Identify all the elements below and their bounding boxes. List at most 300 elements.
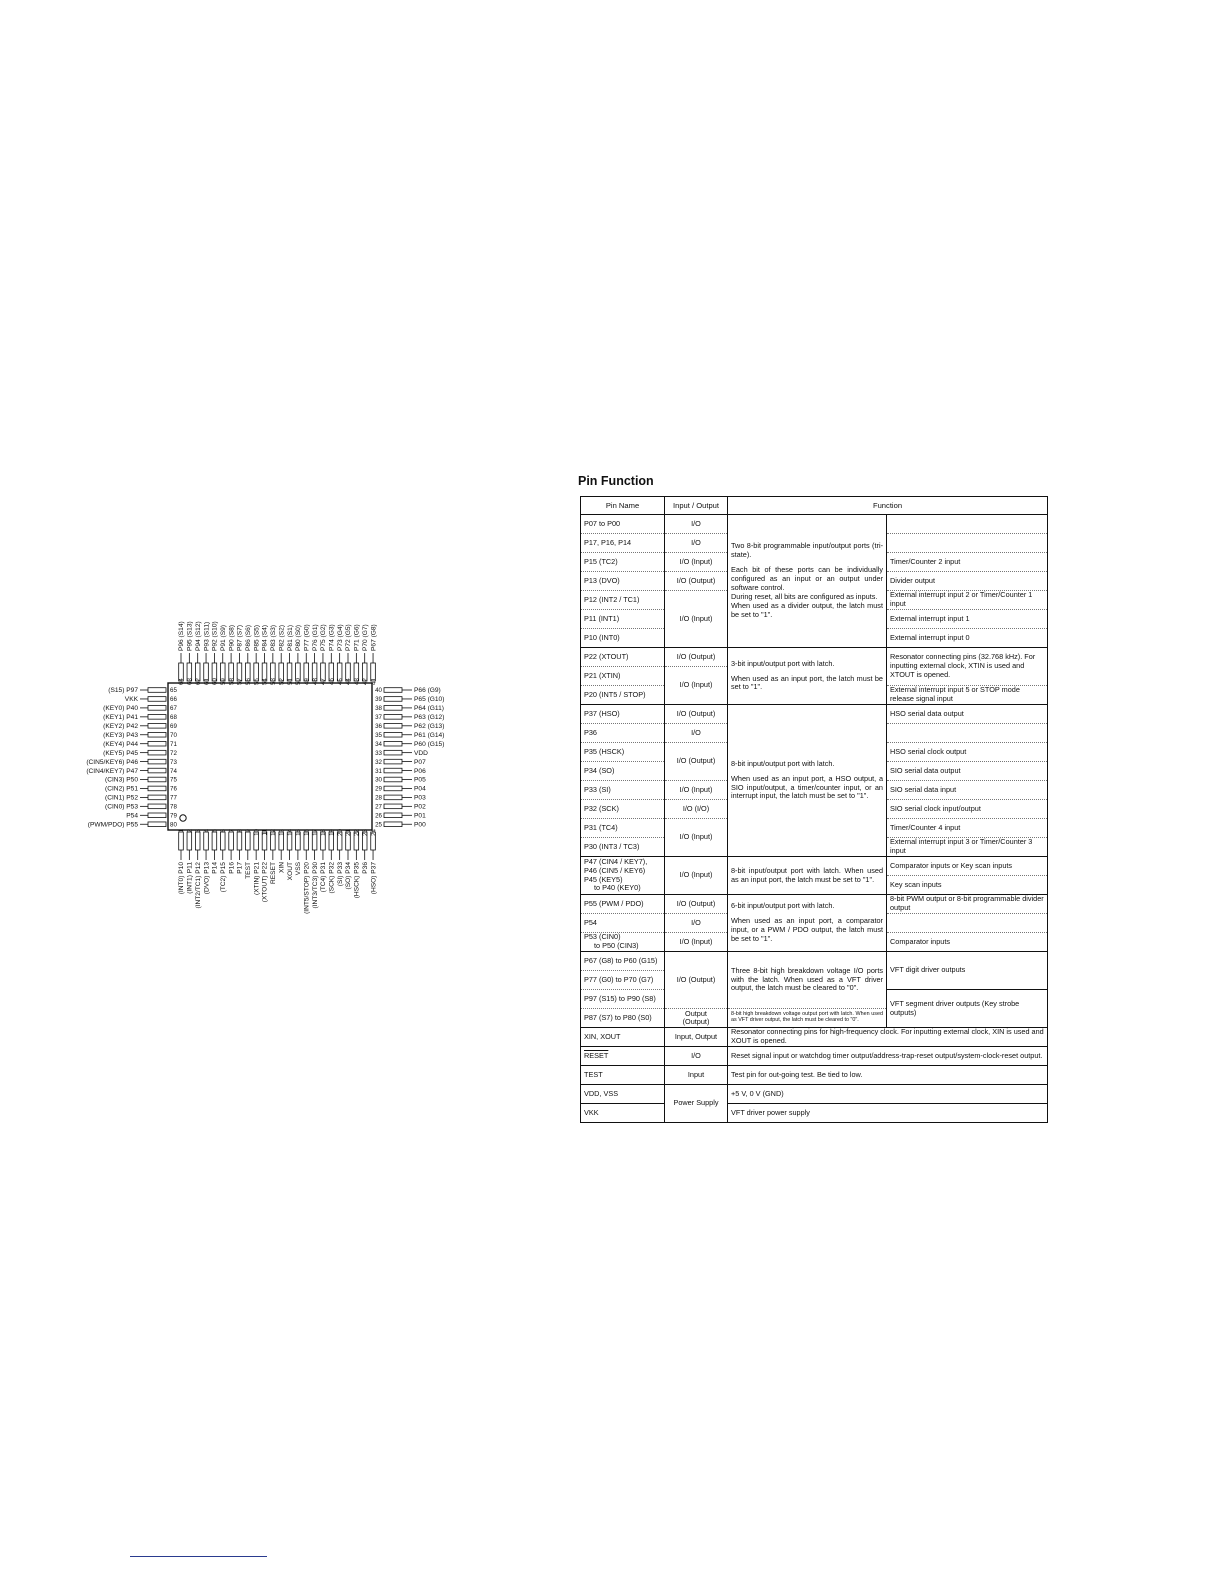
- pin-label: (S15) P97: [108, 687, 138, 695]
- pin-name-cell: P37 (HSO): [581, 705, 665, 724]
- pin-number: 27: [375, 803, 382, 811]
- pin-number: 78: [170, 803, 177, 811]
- pin-number: 31: [375, 767, 382, 775]
- pin-label: P91 (S9): [219, 624, 227, 651]
- pin-number: 38: [375, 705, 382, 713]
- pin-label: P82 (S2): [278, 624, 286, 651]
- pin-number: 46: [328, 678, 336, 685]
- description-text: Two 8-bit programmable input/output ports (tri-state).: [731, 541, 883, 560]
- function-cell: SIO serial clock input/output: [887, 800, 1048, 819]
- pin-name-cell: XIN, XOUT: [581, 1028, 665, 1047]
- pin-lead: [384, 732, 402, 737]
- io-cell: I/O: [665, 724, 728, 743]
- pin-lead: [148, 795, 166, 800]
- pin-number: 28: [375, 794, 382, 802]
- pin-name-cell: P87 (S7) to P80 (S0): [581, 1009, 665, 1028]
- pin-number: 21: [345, 829, 353, 836]
- pin-lead: [148, 688, 166, 693]
- pin-number: 70: [170, 731, 177, 739]
- pin-label: P95 (S13): [186, 621, 194, 651]
- pin-number: 17: [311, 829, 319, 836]
- pin-name-cell: P36: [581, 724, 665, 743]
- pin-label: (INT5/STOP) P20: [303, 862, 311, 914]
- table-row: [581, 515, 1048, 534]
- pin-lead: [229, 832, 234, 850]
- pin-label: P84 (S4): [261, 624, 269, 651]
- pin-label: P81 (S1): [286, 624, 294, 651]
- pin-label: P90 (S8): [228, 624, 236, 651]
- pin-number: 72: [170, 749, 177, 757]
- header-input-output: Input / Output: [665, 497, 728, 515]
- port-description-cell: [728, 705, 887, 857]
- pin-label: (CIN0) P53: [105, 803, 138, 811]
- io-cell: I/O: [665, 914, 728, 933]
- pin-label: P77 (G0): [303, 624, 311, 651]
- pin-label: P92 (S10): [211, 621, 219, 651]
- function-cell: Resonator connecting pins (32.768 kHz). For inputting external clock, XTIN is used and XTOUT is opened.: [887, 648, 1048, 686]
- pin-number: 35: [375, 731, 382, 739]
- pin-label: P73 (G4): [336, 624, 344, 651]
- pin-lead: [148, 697, 166, 702]
- pin-lead: [384, 706, 402, 711]
- function-cell: [887, 914, 1048, 933]
- description-text: 8-bit high breakdown voltage output port with latch. When used as VFT driver output, the latch must be cleared to "0".: [731, 1011, 883, 1023]
- pin-number: 69: [170, 723, 177, 730]
- pin-number: 8: [236, 829, 244, 833]
- io-cell: I/O (Input): [665, 667, 728, 705]
- pin-name-cell: P13 (DVO): [581, 572, 665, 591]
- pin-label: P80 (S0): [295, 624, 303, 651]
- pin-label: P06: [414, 767, 426, 775]
- description-text: When used as an input port, the latch must be set to "1".: [731, 673, 883, 692]
- port-description-cell: [728, 1009, 887, 1028]
- pin-label: P00: [414, 821, 426, 829]
- pin-label: P66 (G9): [414, 687, 441, 695]
- pin-lead: [148, 777, 166, 782]
- io-cell: Input: [665, 1066, 728, 1085]
- pin-number: 37: [375, 714, 382, 722]
- pin-number: 40: [375, 687, 382, 695]
- pin-label: (CIN3) P50: [105, 776, 138, 784]
- port-description-cell: [728, 895, 887, 952]
- description-text: 8-bit input/output port with latch.: [731, 758, 835, 768]
- pin-assignment-diagram: [0, 0, 560, 960]
- pin-label: (INT2/TC1) P12: [194, 862, 202, 909]
- pin-label: (KEY5) P45: [103, 749, 138, 757]
- pin-label: (HSO) P37: [370, 862, 378, 895]
- pin-label: (CIN2) P51: [105, 785, 138, 793]
- pin-number: 41: [370, 678, 378, 685]
- pin-lead: [246, 832, 251, 850]
- pin-number: 15: [295, 829, 303, 836]
- pin-name-cell: [581, 1047, 665, 1066]
- table-header-row: [581, 497, 1048, 515]
- pin-number: 30: [375, 776, 382, 784]
- pin-number: 52: [278, 678, 286, 685]
- section-title: Pin Function: [578, 474, 654, 488]
- function-cell: VFT driver power supply: [728, 1104, 1048, 1123]
- pin-lead: [179, 832, 184, 850]
- pin-name-cell: P35 (HSCK): [581, 743, 665, 762]
- function-cell: HSO serial clock output: [887, 743, 1048, 762]
- port-description-cell: [728, 648, 887, 705]
- pin-number: 33: [375, 749, 382, 757]
- pin-number: 14: [286, 829, 294, 836]
- pin-name-cell: P07 to P00: [581, 515, 665, 534]
- pin-name-cell: P77 (G0) to P70 (G7): [581, 971, 665, 990]
- pin-label: P03: [414, 794, 426, 802]
- pin-label: (KEY2) P42: [103, 723, 138, 730]
- pin-number: 22: [353, 829, 361, 836]
- io-cell: I/O (Output): [665, 705, 728, 724]
- function-cell: [887, 534, 1048, 553]
- function-cell: External interrupt input 3 or Timer/Counter 3 input: [887, 838, 1048, 857]
- description-text: During reset, all bits are configured as inputs.: [731, 591, 878, 601]
- function-cell: Test pin for out-going test. Be tied to low.: [728, 1066, 1048, 1085]
- pin-label: P60 (G15): [414, 740, 445, 748]
- pin-label: P16: [228, 862, 236, 874]
- pin-name-cell: P20 (INT5 / STOP): [581, 686, 665, 705]
- pin-lead: [384, 786, 402, 791]
- pin-lead: [384, 715, 402, 720]
- pin-number: 55: [253, 678, 261, 685]
- description-text: When used as a divider output, the latch must be set to "1".: [731, 600, 883, 619]
- pin-number: 76: [170, 785, 177, 793]
- function-cell: Comparator inputs: [887, 933, 1048, 952]
- function-cell: HSO serial data output: [887, 705, 1048, 724]
- header-function: Function: [728, 497, 1048, 515]
- pin-lead: [148, 715, 166, 720]
- pin-label: P62 (G13): [414, 723, 445, 730]
- function-cell: [887, 724, 1048, 743]
- pin-name-cell: [581, 933, 665, 952]
- function-cell: External interrupt input 5 or STOP mode release signal input: [887, 686, 1048, 705]
- pin-name-cell: P30 (INT3 / TC3): [581, 838, 665, 857]
- pin-label: P83 (S3): [270, 624, 278, 651]
- pin-label: (SCK) P32: [328, 862, 336, 894]
- pin-number: 47: [320, 678, 328, 685]
- pin-lead: [384, 795, 402, 800]
- pin-label: (KEY1) P41: [103, 714, 138, 722]
- pin-label: (INT0) P10: [178, 862, 186, 895]
- function-cell: +5 V, 0 V (GND): [728, 1085, 1048, 1104]
- pin-number: 25: [375, 821, 382, 829]
- description-text: 3-bit input/output port with latch.: [731, 658, 835, 668]
- pin-number: 7: [228, 829, 236, 833]
- io-cell: I/O (Output): [665, 743, 728, 781]
- pin-lead: [148, 741, 166, 746]
- pin-label: (PWM/PDO) P55: [87, 821, 138, 829]
- pin-number: 10: [253, 829, 261, 836]
- pin-label: (TC2) P15: [219, 862, 227, 893]
- pin-name-text: to P40 (KEY0): [594, 883, 641, 893]
- pin-number: 9: [245, 829, 252, 833]
- function-cell: Comparator inputs or Key scan inputs: [887, 857, 1048, 876]
- io-cell: I/O (Output): [665, 572, 728, 591]
- io-cell: I/O (Input): [665, 781, 728, 800]
- pin-label: P71 (G6): [353, 624, 361, 651]
- pin-lead: [384, 688, 402, 693]
- io-cell: I/O (Input): [665, 933, 728, 952]
- pin-label: (SO) P34: [345, 862, 353, 890]
- pin-lead: [384, 768, 402, 773]
- pin-name-cell: P31 (TC4): [581, 819, 665, 838]
- pin-label: P64 (G11): [414, 705, 444, 713]
- table-row: [581, 1085, 1048, 1104]
- pin-number: 71: [170, 740, 177, 748]
- function-cell: Key scan inputs: [887, 876, 1048, 895]
- pin-lead: [148, 822, 166, 827]
- pin-number: 29: [375, 785, 382, 793]
- io-cell: [665, 1009, 728, 1028]
- table-row: [581, 705, 1048, 724]
- pin-number: 75: [170, 776, 177, 784]
- io-cell: I/O (Input): [665, 553, 728, 572]
- pin-lead: [384, 759, 402, 764]
- pin-lead: [220, 832, 225, 850]
- pin-number: 56: [245, 678, 252, 685]
- pin-number: 68: [170, 714, 177, 722]
- pin-name-cell: P10 (INT0): [581, 629, 665, 648]
- pin-name-cell: P97 (S15) to P90 (S8): [581, 990, 665, 1009]
- pin-label: P72 (G5): [345, 624, 353, 651]
- pin-name-text: to P50 (CIN3): [594, 941, 639, 950]
- pin-number: 24: [370, 829, 378, 836]
- pin-diagram-svg: [0, 0, 560, 960]
- pin-name-cell: VKK: [581, 1104, 665, 1123]
- pin-lead: [148, 706, 166, 711]
- pin-name-cell: P17, P16, P14: [581, 534, 665, 553]
- pin-lead: [148, 759, 166, 764]
- pin-label: P01: [414, 812, 426, 820]
- pin-number: 73: [170, 758, 177, 766]
- pin-label: P70 (G7): [361, 624, 369, 651]
- function-cell: Resonator connecting pins for high-frequency clock. For inputting external clock, XIN is used and XOUT is opened.: [728, 1028, 1048, 1047]
- pin-name-cell: P22 (XTOUT): [581, 648, 665, 667]
- pin-lead: [384, 724, 402, 729]
- pin-number: 39: [375, 696, 382, 704]
- io-cell: I/O (Input): [665, 591, 728, 648]
- pin-lead: [148, 804, 166, 809]
- pin-label: P54: [126, 812, 138, 820]
- pin-label: VKK: [124, 696, 138, 704]
- pin-label: (KEY0) P40: [103, 705, 138, 713]
- pin-label: VDD: [414, 749, 428, 757]
- pin-label: P76 (G1): [311, 624, 319, 651]
- pin-label: P17: [236, 862, 244, 874]
- pin-number: 59: [219, 678, 227, 685]
- pin-number: 18: [320, 829, 328, 836]
- pin-label: (INT1) P11: [186, 862, 194, 894]
- pin-number: 5: [211, 829, 219, 833]
- description-text: 6-bit input/output port with latch.: [731, 901, 835, 911]
- function-cell: External interrupt input 0: [887, 629, 1048, 648]
- pin-lead: [195, 832, 200, 850]
- pin-number: 53: [270, 678, 278, 685]
- pin-number: 6: [219, 829, 227, 833]
- pin-number: 11: [261, 829, 269, 836]
- pin-label: P93 (S11): [203, 621, 211, 651]
- table-row: [581, 1066, 1048, 1085]
- pin-lead: [384, 741, 402, 746]
- pin-label: (TC4) P31: [320, 862, 328, 893]
- pin-label: P65 (G10): [414, 696, 445, 704]
- pin-number: 3: [194, 829, 202, 833]
- port-description-cell: Three 8-bit high breakdown voltage I/O ports with the latch. When used as a VFT driver output, the latch must be cleared to "0".: [728, 952, 887, 1009]
- pin-function-table: [580, 496, 1048, 1123]
- pin-name-cell: P32 (SCK): [581, 800, 665, 819]
- description-text: When used as an input port, a comparator input, or a PWM / PDO output, the latch must be set to "1".: [731, 916, 883, 943]
- pin-label: (CIN1) P52: [105, 794, 138, 802]
- description-text: When used as an input port, a HSO output, a SIO input/output, a timer/counter input, or an interrupt input, the latch must be set to "1".: [731, 773, 883, 801]
- pin-name-cell: P11 (INT1): [581, 610, 665, 629]
- pin-number: 23: [361, 829, 369, 836]
- io-cell: I/O (Output): [665, 952, 728, 1009]
- pin-lead: [384, 777, 402, 782]
- pin-label: P75 (G2): [320, 624, 328, 651]
- io-cell: I/O (Input): [665, 857, 728, 895]
- pin-name-text: P45 (KEY5): [584, 874, 623, 884]
- pin-label: P07: [414, 758, 426, 766]
- pin-number: 48: [311, 678, 319, 685]
- pin-label: P94 (S12): [194, 621, 202, 651]
- pin-label: (XTIN) P21: [253, 862, 261, 895]
- pin-name-cell: P54: [581, 914, 665, 933]
- pin-number: 12: [270, 829, 278, 836]
- pin-lead: [187, 832, 192, 850]
- pin-number: 43: [353, 678, 361, 685]
- pin-label: RESET: [270, 862, 278, 884]
- pin-label: (KEY4) P44: [103, 740, 138, 748]
- pin-lead: [384, 813, 402, 818]
- io-cell: I/O (Output): [665, 648, 728, 667]
- pin-name-cell: P21 (XTIN): [581, 667, 665, 686]
- pin-number: 62: [194, 678, 202, 685]
- pin-lead: [212, 832, 217, 850]
- pin-lead: [148, 732, 166, 737]
- pin-number: 64: [178, 678, 186, 685]
- function-cell: Reset signal input or watchdog timer output/address-trap-reset output/system-clock-reset output.: [728, 1047, 1048, 1066]
- port-description-cell: [728, 515, 887, 648]
- table-row: [581, 1104, 1048, 1123]
- pin-label: TEST: [245, 862, 252, 879]
- pin-label: P96 (S14): [178, 621, 186, 651]
- pin-label: P61 (G14): [414, 731, 445, 739]
- pin-number: 66: [170, 696, 177, 704]
- pin-lead: [384, 750, 402, 755]
- function-cell: SIO serial data input: [887, 781, 1048, 800]
- function-cell: VFT digit driver outputs: [887, 952, 1048, 990]
- pin-name-cell: P67 (G8) to P60 (G15): [581, 952, 665, 971]
- pin-number: 54: [261, 678, 269, 685]
- pin-label: (CIN4/KEY7) P47: [86, 767, 138, 775]
- pin-number: 74: [170, 767, 177, 775]
- pin-label: P05: [414, 776, 426, 784]
- table-row: [581, 857, 1048, 876]
- io-cell: I/O: [665, 534, 728, 553]
- io-cell: I/O (Input): [665, 819, 728, 857]
- pin-lead: [237, 832, 242, 850]
- pin-label: XIN: [278, 862, 286, 873]
- pin-label: P63 (G12): [414, 714, 445, 722]
- pin-name-text: P47 (CIN4 / KEY7),: [584, 856, 648, 866]
- pin-number: 45: [336, 678, 344, 685]
- pin-label: (CIN5/KEY6) P46: [86, 758, 138, 766]
- pin-label: P04: [414, 785, 426, 793]
- pin-label: P14: [211, 862, 219, 874]
- io-cell: Input, Output: [665, 1028, 728, 1047]
- pin-lead: [148, 813, 166, 818]
- pin-number: 51: [286, 678, 294, 685]
- function-cell: External interrupt input 2 or Timer/Counter 1 input: [887, 591, 1048, 610]
- pin-number: 19: [328, 829, 336, 836]
- pin-number: 13: [278, 829, 286, 836]
- pin-number: 80: [170, 821, 177, 829]
- pin-lead: [148, 786, 166, 791]
- io-cell: I/O (Output): [665, 895, 728, 914]
- pin-lead: [204, 832, 209, 850]
- pin-label: XOUT: [286, 862, 294, 881]
- function-cell: VFT segment driver outputs (Key strobe outputs): [887, 990, 1048, 1028]
- io-cell: I/O (I/O): [665, 800, 728, 819]
- pin-number: 36: [375, 723, 382, 730]
- pin-label: P02: [414, 803, 426, 811]
- io-text: Output: [685, 1009, 707, 1019]
- pin-label: P74 (G3): [328, 624, 336, 651]
- pin-label: (KEY3) P43: [103, 731, 138, 739]
- table-row: [581, 1028, 1048, 1047]
- pin-number: 4: [203, 829, 211, 833]
- pin-lead: [148, 768, 166, 773]
- pin-name-cell: P34 (SO): [581, 762, 665, 781]
- pin-number: 32: [375, 758, 382, 766]
- pin-name-cell: VDD, VSS: [581, 1085, 665, 1104]
- pin-name-text: P46 (CIN5 / KEY6): [584, 865, 646, 875]
- function-cell: [887, 515, 1048, 534]
- pin-number: 60: [211, 678, 219, 685]
- pin-lead: [384, 804, 402, 809]
- pin-lead: [384, 697, 402, 702]
- table-row: [581, 895, 1048, 914]
- pin-lead: [148, 750, 166, 755]
- function-cell: SIO serial data output: [887, 762, 1048, 781]
- pin-name-text: P53 (CIN0): [584, 932, 621, 942]
- pin-name-cell: P33 (SI): [581, 781, 665, 800]
- pin-name-text: RESET: [584, 1050, 609, 1060]
- pin-number: 65: [170, 687, 177, 695]
- pin-number: 16: [303, 829, 311, 836]
- pin-lead: [384, 822, 402, 827]
- pin-label: P86 (S6): [245, 624, 252, 651]
- pin-number: 58: [228, 678, 236, 685]
- pin-name-cell: P15 (TC2): [581, 553, 665, 572]
- pin-name-cell: [581, 857, 665, 895]
- pin-label: P87 (S7): [236, 624, 244, 651]
- header-pin-name: Pin Name: [581, 497, 665, 515]
- pin-number: 79: [170, 812, 177, 820]
- pin-label: (INT3/TC3) P30: [311, 862, 319, 909]
- description-text: Each bit of these ports can be individually configured as an input or an output under software control.: [731, 565, 883, 592]
- pin-lead: [148, 724, 166, 729]
- pin-number: 44: [345, 678, 353, 685]
- pin-label: P85 (S5): [253, 624, 261, 651]
- io-text: (Output): [682, 1017, 710, 1026]
- function-cell: 8-bit PWM output or 8-bit programmable divider output: [887, 895, 1048, 914]
- pin-name-cell: P55 (PWM / PDO): [581, 895, 665, 914]
- footer-link-underline[interactable]: [130, 1556, 267, 1557]
- pin-label: (DVO) P13: [203, 862, 211, 895]
- pin-number: 34: [375, 740, 382, 748]
